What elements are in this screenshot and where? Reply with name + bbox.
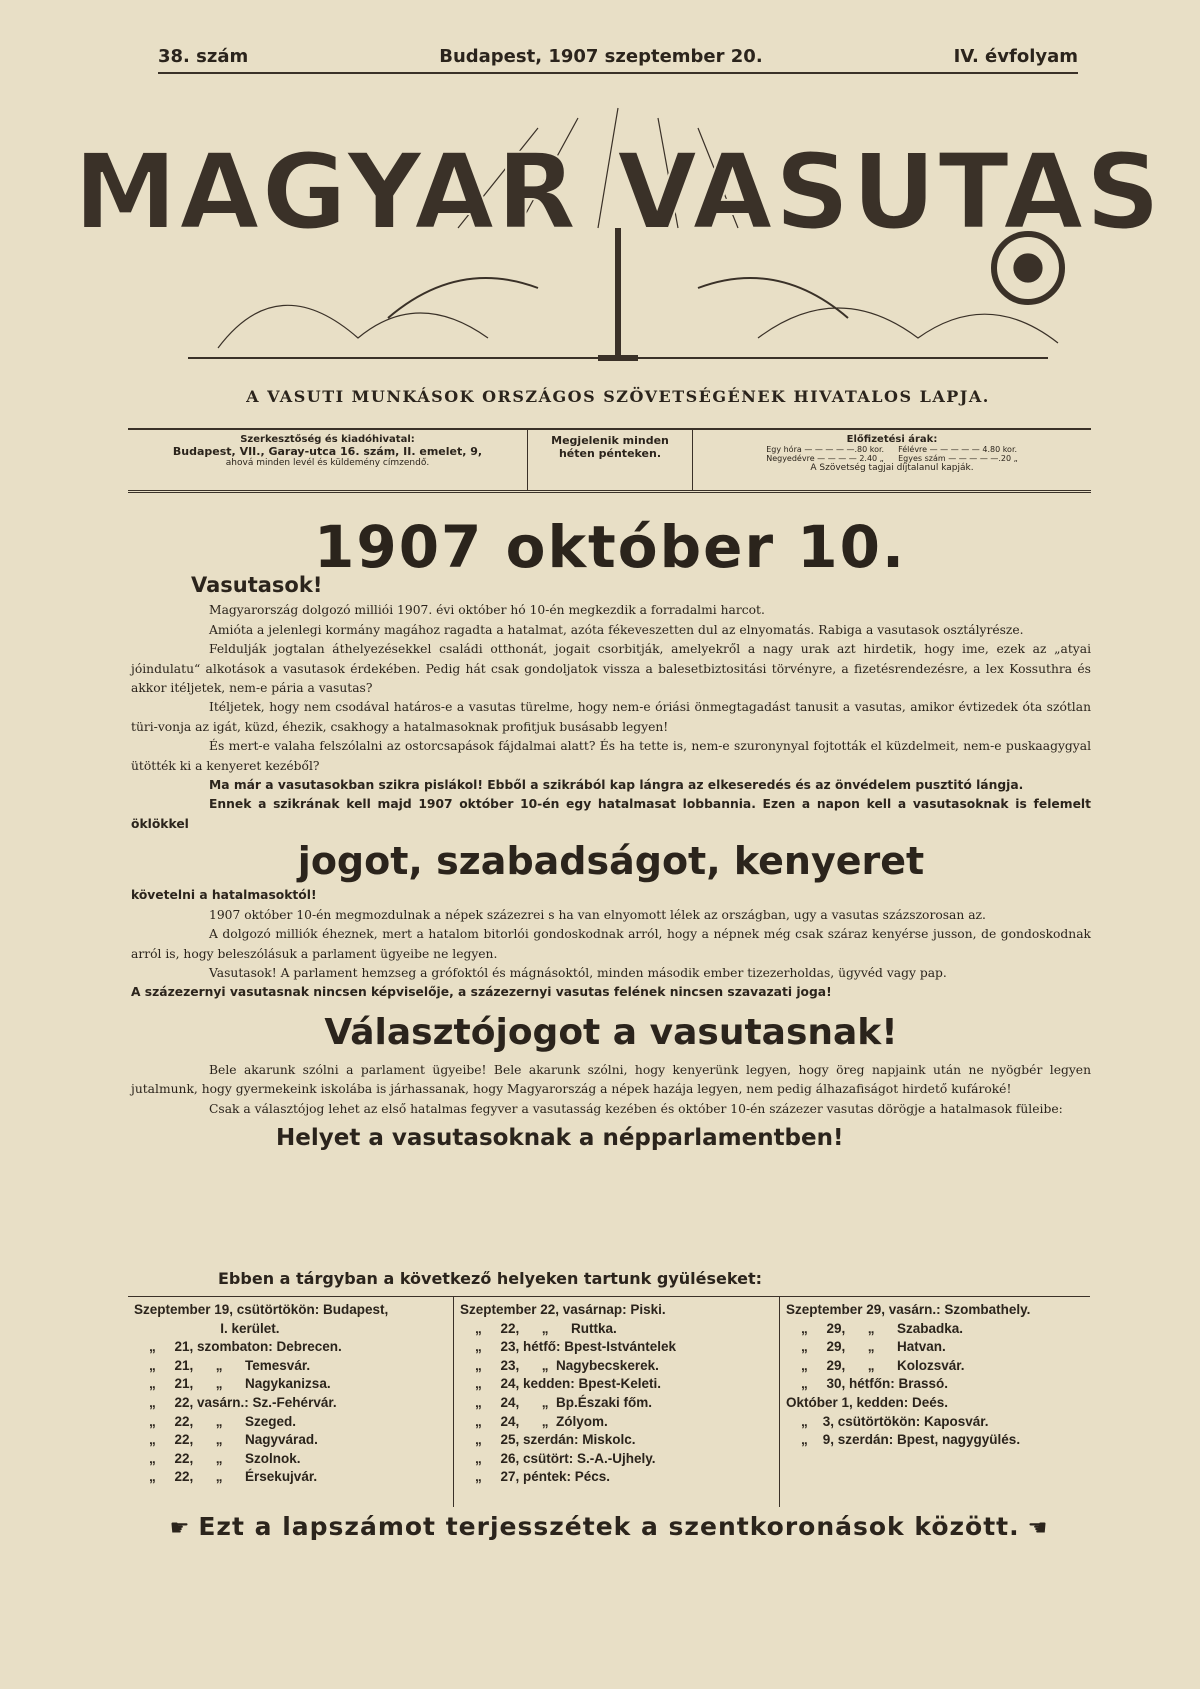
paragraph: A százezernyi vasutasnak nincsen képviselője, a százezernyi vasutas felének nincsen szavazati joga! — [131, 985, 832, 1000]
meeting-entry: „ 30, hétfőn: Brassó. — [786, 1376, 949, 1392]
prices-note: A Szövetség tagjai díjtalanul kapják. — [810, 463, 974, 473]
meeting-entry: „ 21, „ Nagykanizsa. — [134, 1376, 331, 1392]
meeting-entry: „ 23, „ Nagybecskerek. — [460, 1357, 659, 1373]
meeting-entry: „ 23, hétfő: Bpest-Istvántelek — [460, 1339, 677, 1355]
meetings-table — [128, 1296, 1090, 1507]
paragraph: követelni a hatalmasoktól! — [131, 888, 317, 903]
meeting-entry: „ 25, szerdán: Miskolc. — [460, 1432, 636, 1448]
paragraph: Feldulják jogtalan áthelyezésekkel családi otthonát, jogait csorbitják, amelyekről a nagy urak azt hirdetik, hogy ime, ezek az „atyai jóindulatu“ alkotások a vasutasok érdekében. Pedig hát csak gondoljatok vissza a balesetbiztositási törvényre, a fizetésrendezésre, a lex Kossuthra és akkor itéljetek, nem-e pária a vasutas? — [131, 642, 1091, 696]
meeting-entry: Szeptember 22, vasárnap: Piski. — [460, 1302, 666, 1317]
header-line — [158, 46, 1078, 67]
meeting-entry: „ 22, „ Szeged. — [134, 1413, 297, 1429]
meeting-entry: I. kerület. — [134, 1320, 280, 1336]
paragraph: Ennek a szikrának kell majd 1907 október 10-én egy hatalmasat lobbannia. Ezen a napon kell a vasutasoknak is felemelt öklökkel — [131, 797, 1091, 831]
article — [131, 573, 1091, 1159]
office-info — [128, 430, 528, 490]
office-address: Budapest, VII., Garay-utca 16. szám, II. emelet, 9, — [172, 445, 483, 458]
meetings-title: Ebben a tárgyban a következő helyeken tartunk gyüléseket: — [218, 1269, 762, 1288]
pointing-hand-icon: ☛ — [169, 1516, 191, 1541]
footer-slogan — [128, 1512, 1090, 1541]
meetings-column-1 — [128, 1297, 454, 1507]
meeting-entry: „ 29, „ Kolozsvár. — [786, 1357, 965, 1373]
issue-number: 38. szám — [158, 46, 249, 67]
slogan-parliament: Helyet a vasutasoknak a népparlamentben! — [276, 1124, 844, 1151]
paragraph: Magyarország dolgozó milliói 1907. évi október hó 10-én megkezdik a forradalmi harcot. — [209, 603, 765, 618]
meeting-entry: „ 29, „ Hatvan. — [786, 1339, 946, 1355]
issue-date: Budapest, 1907 szeptember 20. — [439, 46, 763, 67]
slogan-suffrage: Választójogot a vasutasnak! — [324, 1011, 898, 1053]
meeting-entry: „ 22, „ Szolnok. — [134, 1450, 301, 1466]
meeting-entry: „ 22, vasárn.: Sz.-Fehérvár. — [134, 1394, 337, 1410]
paragraph: Itéljetek, hogy nem csodával határos-e a vasutas türelme, hogy nem-e óriási önmegtagadást tanusit a vasutas, amikor évtizedek óta szótlan türi-vonja az igát, küzd, éhezik, csakhogy a hatalmasoknak profitjuk busásabb legyen! — [131, 700, 1091, 734]
masthead-subtitle: A VASUTI MUNKÁSOK ORSZÁGOS SZÖVETSÉGÉNEK HIVATALOS LAPJA. — [246, 387, 990, 406]
meeting-entry: „ 22, „ Ruttka. — [460, 1320, 617, 1336]
paragraph: A dolgozó milliók éheznek, mert a hatalom bitorlói gondoskodnak arról, hogy a népnek még csak száraz kenyérse jusson, de gondoskodnak arról is, hogy beleszólásuk a parlament ügyeibe ne legyen. — [131, 927, 1091, 961]
price-line: Egyes szám — — — — —.20 „ — [898, 454, 1018, 463]
office-note: ahová minden levél és küldemény címzendő. — [225, 458, 430, 468]
masthead-title: MAGYAR VASUTAS — [73, 131, 1163, 253]
meeting-entry: Szeptember 29, vasárn.: Szombathely. — [786, 1302, 1031, 1317]
price-line: Egy hóra — — — — —.80 kor. — [766, 445, 885, 454]
prices-label: Előfizetési árak: — [846, 434, 938, 445]
info-box — [128, 428, 1091, 493]
meeting-entry: „ 27, péntek: Pécs. — [460, 1469, 611, 1485]
meeting-entry: „ 22, „ Érsekujvár. — [134, 1469, 318, 1485]
volume: IV. évfolyam — [953, 46, 1078, 67]
meeting-entry: „ 29, „ Szabadka. — [786, 1320, 964, 1336]
paragraph: Csak a választójog lehet az első hatalmas fegyver a vasutasság kezében és október 10-én százezer vasutas dörögje a hatalmasok füleibe: — [209, 1101, 1063, 1116]
paragraph: És mert-e valaha felszólalni az ostorcsapások fájdalmai alatt? És ha tette is, nem-e szuronynyal fojtották el küzdelmeit, nem-e puskaagygyal ütötték ki a kenyeret kezéből? — [131, 739, 1091, 773]
slogan-rights: jogot, szabadságot, kenyeret — [297, 839, 925, 884]
price-line: Félévre — — — — — 4.80 kor. — [898, 445, 1018, 454]
price-line: Negyedévre — — — — 2.40 „ — [766, 454, 884, 463]
header-rule — [158, 72, 1078, 74]
meeting-entry: „ 22, „ Nagyvárad. — [134, 1432, 318, 1448]
meeting-entry: „ 26, csütört: S.-A.-Ujhely. — [460, 1450, 656, 1466]
headline-date: 1907 október 10. — [313, 513, 906, 581]
meeting-entry: „ 3, csütörtökön: Kaposvár. — [786, 1413, 989, 1429]
paragraph: Bele akarunk szólni a parlament ügyeibe! Bele akarunk szólni, hogy kenyerünk legyen, hogy öreg napjaink után ne nyögbér legyen jutalmunk, hogy gyermekeink iskolába is járhassanak, hogy Magyarország a népek hazája legyen, nem pedig álhazafiságot hirdető kufároké! — [131, 1062, 1091, 1097]
price-table — [699, 445, 1085, 463]
meeting-entry: „ 9, szerdán: Bpest, nagygyülés. — [786, 1432, 1021, 1448]
masthead — [73, 88, 1163, 378]
meeting-entry: „ 21, szombaton: Debrecen. — [134, 1339, 342, 1355]
meeting-entry: Szeptember 19, csütörtökön: Budapest, — [134, 1302, 389, 1317]
meetings-column-3 — [780, 1297, 1090, 1507]
prices-info — [693, 430, 1091, 490]
meeting-entry: „ 21, „ Temesvár. — [134, 1357, 311, 1373]
appears-info: Megjelenik minden héten pénteken. — [528, 430, 693, 490]
meeting-entry: Október 1, kedden: Deés. — [786, 1394, 949, 1410]
pointing-hand-icon: ☚ — [1027, 1516, 1049, 1541]
office-label: Szerkesztőség és kiadóhivatal: — [240, 434, 415, 445]
meetings-column-2 — [454, 1297, 780, 1507]
paragraph: Amióta a jelenlegi kormány magához ragadta a hatalmat, azóta fékeveszetten dul az elnyomatás. Rabiga a vasutasok osztályrésze. — [209, 622, 1024, 637]
masthead-illustration — [73, 88, 1163, 378]
footer-text: Ezt a lapszámot terjesszétek a szentkoronások között. — [198, 1512, 1020, 1541]
paragraph: Ma már a vasutasokban szikra pislákol! Ebből a szikrából kap lángra az elkeseredés és az önvédelem pusztitó lángja. — [209, 778, 1024, 793]
article-heading: Vasutasok! — [191, 573, 323, 597]
meeting-entry: „ 24, „ Zólyom. — [460, 1413, 608, 1429]
meeting-entry: „ 24, kedden: Bpest-Keleti. — [460, 1376, 662, 1392]
meeting-entry: „ 24, „ Bp.Északi főm. — [460, 1394, 653, 1410]
paragraph: 1907 október 10-én megmozdulnak a népek százezrei s ha van elnyomott lélek az országban, ugy a vasutas százszorosan az. — [209, 907, 986, 922]
paragraph: Vasutasok! A parlament hemzseg a grófoktól és mágnásoktól, minden második ember tizezerholdas, ügyvéd vagy pap. — [209, 965, 947, 980]
